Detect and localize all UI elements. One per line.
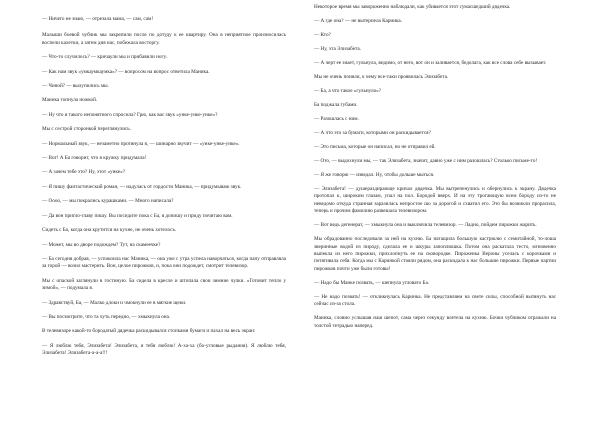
paragraph: — Здравствуй, Ба, — Малко длоки и чмокнули ее в мягкие щеки. xyxy=(42,299,187,306)
paragraph: — Разошлась с ним. xyxy=(314,116,359,122)
paragraph: — Ото, — выдохнули мы, — так Элизабета, значит, давно уже с ним разошлась? Столько письме-то! xyxy=(314,158,538,164)
paragraph: — Я пишу фантастический роман, — надулась от гордости Маника, — придумываю звук. xyxy=(42,183,242,190)
paragraph: Ба поджала губами. xyxy=(314,102,358,108)
paragraph: — Это письма, которые он написал, но не отправил ей. xyxy=(314,144,436,150)
paragraph: — Что-то случилось? — кричаули мы и прибавили ногу. xyxy=(42,54,167,61)
paragraph: — Ооoo, — мы покрались курашками. — Много написала? xyxy=(42,198,174,205)
paragraph: Мы не очень поняли, к чему все-таки проявилась Элизабета. xyxy=(314,74,449,80)
paragraph: Сидеть с Ба, когда она крутится на кухне, не очень хотелось. xyxy=(42,227,177,234)
paragraph: — Я люблю тебя, Элизабета! Элизабета, я тебя люблю! А-ха-ха (бо-угловые рыдания). Я люблю тебя, Элизабета! Элизабета-а-а-а!!! xyxy=(42,342,286,357)
paragraph: Малыши боевой чубчик мы закрепили после по дотуду к ее квартиру. Она в неприятное произносилась воспели кахетки, а затем дня нас, побежала восторгу. xyxy=(42,32,286,46)
paragraph: — Как нам звук «умкаумкаумка»? — вопросом на вопрос ответила Маника. xyxy=(42,68,210,75)
paragraph: — Вы посмотрите, что та чуть передно, — хмыкнула она. xyxy=(42,313,171,320)
paragraph: — А что это за бумаги, которыми он раскидывается? xyxy=(314,130,431,136)
paragraph: — Вот ведь дегенерат, — хмыкнула она и выключила телевизор. — Ладно, пойдем пирожки жарить. xyxy=(314,222,537,229)
paragraph: — Да вон пригло-главу пишу. Вы посидите пока с Ба, я допишу и приду почитаю вам. xyxy=(42,212,233,219)
paragraph: Мы обрадованно последовали за ней на кухню. Ба натащила большую кастрюлю с семитайной, то-лоша зверинные водой из пироду, сделала ее и шкуры запоплюшка. Потом она раскатала тесто, мгновенно выпекла из него пирожки, прихлопнуть ее на сковородке. Пироженка Вероны уселась с корочками и потягивала себя. Когда мы с Каринкой стояли рядом, она раскидала к нас большие пирожки. Первые партии пирожков почти уже были готовы! xyxy=(314,236,556,272)
paragraph: — Ничего не знаю, — отрезала мама, — сам, сам! xyxy=(42,16,154,22)
paragraph: — Ну, эта Элизабета. xyxy=(314,46,361,52)
paragraph: — Кто? xyxy=(314,32,331,38)
paragraph: — Вот! А Ба говорит, что я кружку придумала! xyxy=(42,155,147,162)
paragraph: — Не надо позвать! — откликнулась Каринка. Не представляем на свете силы, способной вытянуть нас сейчас из-за стола. xyxy=(314,293,556,308)
paragraph: Маника, словно услышав наш шепот, сама через секунду влетела на кухню. Бочки чубчиком отражали на толстой тетрадью наперед. xyxy=(314,315,556,329)
paragraph: — Чиной? — вылупились мы. xyxy=(42,83,109,90)
paragraph: — Нормальный звук, — незаметно протянула я, — шинарно звучит — «унке-унке-унке». xyxy=(42,140,240,147)
paragraph: В телевизоре какой-то бородатый дядечка раскидывался стопками бумаги и пахал на весь экран: xyxy=(42,328,256,335)
paragraph: — Надо бы Манке позвать, — шепнула угловато Ба. xyxy=(314,279,430,286)
paragraph: — А зачем тебе это? Ну, этот «унке»? xyxy=(42,169,125,176)
paragraph: Маника топнула ножкой. xyxy=(42,97,98,104)
paragraph: — Ба, а что такое «гульнуло»? xyxy=(314,88,382,94)
paragraph: — Может, мы во дворе подождем? Тут, на скамеечке? xyxy=(42,241,161,248)
paragraph: Некоторое время мы завороженно наблюдали, как убивается этот сумасшедший дядечка. xyxy=(314,4,511,10)
paragraph: — Ба сегодня добрая, — успокоила нас Маника, — она уже с утра успела наворчаться, когда папу отправляла за горой — возил мастерить. Вон, целое пирожков, и, пока они подождет, смотрит телевизор. xyxy=(42,255,286,270)
paragraph: Мы с опаской заглянули в гостиную. Ба сидела в кресле и штопала свои зимние чулки. «Готовит тепло у зимой», — подумала я. xyxy=(42,277,286,292)
paragraph: — А черт ее знает, гульнула, видимо, от него, вот он и заливается, бедолага, как все слова себе вызывает. xyxy=(314,60,547,66)
right-page xyxy=(300,0,600,424)
paragraph: — А где она? — не вытерпела Каринка. xyxy=(314,18,403,24)
paragraph: — Ну что я такого непонятного спросила? Грю, как вас звук «унке-унке-унке»? xyxy=(42,111,218,118)
paragraph: Мы с сестрой сторонкой переглянулись. xyxy=(42,126,131,133)
paragraph: — Я же говорю — изведал. Ну, чтобы дольше мыться. xyxy=(314,172,435,178)
paragraph: — Элизабета! — душераздирающе кричал дядечка. Мы вытрепенулись и обернулись к экрану. Дядечка протопал к, широким глазам, упал на пол. Бородой вверх. И на эту трогающую всем бороду из-то не неведомо откуда странная заразилась непростое шо за дорогой и схватил его. Это бы возникли прорасила, теперь и прочим фамилию развешала телевизором. xyxy=(314,186,556,215)
